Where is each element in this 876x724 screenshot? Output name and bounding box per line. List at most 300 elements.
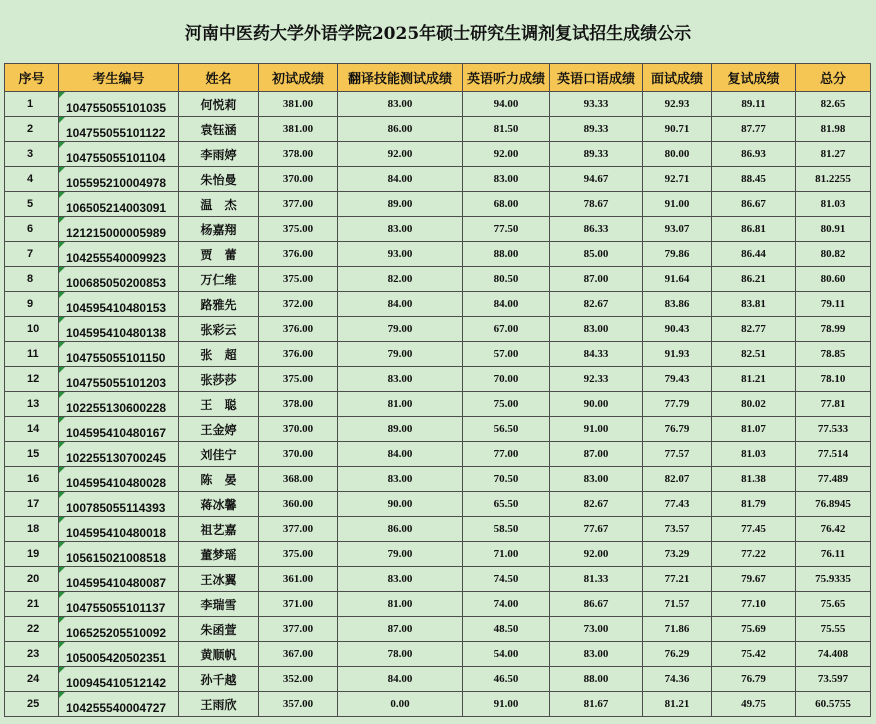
exam-id-text: 104595410480018 [66,526,167,540]
cell-initial-score: 367.00 [259,642,338,667]
cell-initial-score: 360.00 [259,492,338,517]
cell-listening-score: 56.50 [463,417,550,442]
cell-seq: 10 [5,317,59,342]
cell-name: 张彩云 [179,317,259,342]
cell-exam-id [59,242,179,267]
exam-id-text: 105595210004978 [66,176,167,190]
cell-initial-score: 357.00 [259,692,338,717]
cell-listening-score: 75.00 [463,392,550,417]
cell-exam-id [59,367,179,392]
exam-id-text: 100945410512142 [66,676,167,690]
cell-interview-score: 79.86 [643,242,712,267]
table-row [5,667,871,692]
cell-seq: 1 [5,92,59,117]
cell-interview-score: 80.00 [643,142,712,167]
cell-seq: 17 [5,492,59,517]
table-row [5,367,871,392]
cell-initial-score: 370.00 [259,417,338,442]
cell-listening-score: 71.00 [463,542,550,567]
cell-total-score: 73.597 [796,667,871,692]
table-body [5,92,871,717]
cell-retest-score: 86.21 [712,267,796,292]
cell-interview-score: 77.79 [643,392,712,417]
cell-listening-score: 80.50 [463,267,550,292]
column-header-name: 姓名 [179,64,259,92]
cell-retest-score: 86.93 [712,142,796,167]
table-row [5,492,871,517]
cell-initial-score: 370.00 [259,442,338,467]
cell-interview-score: 90.71 [643,117,712,142]
header-row [5,64,871,92]
cell-speaking-score: 89.33 [550,117,643,142]
table-row [5,692,871,717]
text-format-indicator-icon [59,567,65,573]
cell-translation-score: 83.00 [338,467,463,492]
cell-seq: 13 [5,392,59,417]
cell-translation-score: 79.00 [338,317,463,342]
cell-exam-id [59,592,179,617]
exam-id-text: 100685050200853 [66,276,167,290]
cell-translation-score: 89.00 [338,417,463,442]
exam-id-text: 104595410480138 [66,326,167,340]
text-format-indicator-icon [59,342,65,348]
cell-speaking-score: 86.33 [550,217,643,242]
cell-translation-score: 82.00 [338,267,463,292]
table-row [5,117,871,142]
cell-total-score: 81.2255 [796,167,871,192]
text-format-indicator-icon [59,192,65,198]
exam-id-text: 104755055101122 [66,126,166,140]
cell-initial-score: 375.00 [259,367,338,392]
cell-interview-score: 79.43 [643,367,712,392]
cell-speaking-score: 85.00 [550,242,643,267]
cell-initial-score: 377.00 [259,517,338,542]
cell-retest-score: 86.67 [712,192,796,217]
cell-total-score: 78.85 [796,342,871,367]
exam-id-text: 104755055101203 [66,376,167,390]
cell-exam-id [59,167,179,192]
cell-speaking-score: 77.67 [550,517,643,542]
cell-seq: 18 [5,517,59,542]
cell-interview-score: 76.79 [643,417,712,442]
cell-total-score: 79.11 [796,292,871,317]
table-row [5,167,871,192]
cell-name: 万仁维 [179,267,259,292]
cell-speaking-score: 91.00 [550,417,643,442]
exam-id-text: 104255540004727 [66,701,167,715]
cell-initial-score: 378.00 [259,392,338,417]
cell-interview-score: 73.29 [643,542,712,567]
cell-interview-score: 92.93 [643,92,712,117]
cell-interview-score: 91.00 [643,192,712,217]
cell-interview-score: 76.29 [643,642,712,667]
cell-exam-id [59,617,179,642]
cell-exam-id [59,292,179,317]
cell-speaking-score: 94.67 [550,167,643,192]
cell-name: 李瑞雪 [179,592,259,617]
cell-translation-score: 93.00 [338,242,463,267]
exam-id-text: 121215000005989 [66,226,167,240]
table-row [5,567,871,592]
cell-speaking-score: 89.33 [550,142,643,167]
cell-translation-score: 90.00 [338,492,463,517]
cell-seq: 12 [5,367,59,392]
cell-listening-score: 46.50 [463,667,550,692]
exam-id-text: 104595410480028 [66,476,167,490]
cell-interview-score: 91.64 [643,267,712,292]
cell-seq: 25 [5,692,59,717]
cell-name: 蒋冰馨 [179,492,259,517]
cell-retest-score: 77.10 [712,592,796,617]
text-format-indicator-icon [59,692,65,698]
cell-total-score: 75.9335 [796,567,871,592]
cell-listening-score: 70.00 [463,367,550,392]
cell-name: 王冰翼 [179,567,259,592]
cell-speaking-score: 82.67 [550,492,643,517]
cell-seq: 6 [5,217,59,242]
cell-name: 杨嘉翔 [179,217,259,242]
cell-seq: 5 [5,192,59,217]
cell-interview-score: 92.71 [643,167,712,192]
cell-listening-score: 88.00 [463,242,550,267]
cell-total-score: 77.514 [796,442,871,467]
cell-translation-score: 89.00 [338,192,463,217]
column-header-exam-id: 考生编号 [59,64,179,92]
cell-interview-score: 77.57 [643,442,712,467]
cell-interview-score: 77.43 [643,492,712,517]
cell-listening-score: 48.50 [463,617,550,642]
cell-translation-score: 0.00 [338,692,463,717]
cell-exam-id [59,417,179,442]
cell-exam-id [59,192,179,217]
cell-retest-score: 81.38 [712,467,796,492]
cell-listening-score: 70.50 [463,467,550,492]
cell-total-score: 74.408 [796,642,871,667]
table-row [5,392,871,417]
cell-seq: 8 [5,267,59,292]
text-format-indicator-icon [59,517,65,523]
text-format-indicator-icon [59,267,65,273]
table-row [5,542,871,567]
cell-exam-id [59,217,179,242]
cell-seq: 24 [5,667,59,692]
cell-speaking-score: 82.67 [550,292,643,317]
table-row [5,342,871,367]
exam-id-text: 106505214003091 [66,201,167,215]
exam-id-text: 104595410480153 [66,301,167,315]
cell-exam-id [59,492,179,517]
exam-id-text: 104755055101150 [66,351,166,365]
cell-total-score: 77.81 [796,392,871,417]
text-format-indicator-icon [59,642,65,648]
cell-translation-score: 83.00 [338,92,463,117]
cell-retest-score: 80.02 [712,392,796,417]
cell-interview-score: 82.07 [643,467,712,492]
cell-retest-score: 87.77 [712,117,796,142]
cell-listening-score: 65.50 [463,492,550,517]
cell-interview-score: 71.86 [643,617,712,642]
text-format-indicator-icon [59,167,65,173]
cell-interview-score: 77.21 [643,567,712,592]
cell-speaking-score: 86.67 [550,592,643,617]
table-row [5,317,871,342]
cell-speaking-score: 83.00 [550,317,643,342]
text-format-indicator-icon [59,142,65,148]
table-row [5,617,871,642]
cell-seq: 16 [5,467,59,492]
cell-seq: 20 [5,567,59,592]
column-header-interview-score: 面试成绩 [643,64,712,92]
table-row [5,442,871,467]
cell-retest-score: 75.69 [712,617,796,642]
cell-total-score: 77.533 [796,417,871,442]
cell-name: 黄顺帆 [179,642,259,667]
cell-initial-score: 377.00 [259,192,338,217]
table-row [5,517,871,542]
cell-listening-score: 77.00 [463,442,550,467]
text-format-indicator-icon [59,392,65,398]
cell-total-score: 60.5755 [796,692,871,717]
title-area [0,0,876,62]
cell-listening-score: 54.00 [463,642,550,667]
cell-interview-score: 74.36 [643,667,712,692]
cell-translation-score: 83.00 [338,567,463,592]
cell-initial-score: 352.00 [259,667,338,692]
cell-translation-score: 78.00 [338,642,463,667]
cell-seq: 11 [5,342,59,367]
text-format-indicator-icon [59,242,65,248]
cell-speaking-score: 83.00 [550,642,643,667]
cell-seq: 2 [5,117,59,142]
table-row [5,192,871,217]
exam-id-text: 104595410480167 [66,426,167,440]
exam-id-text: 104755055101035 [66,101,167,115]
table-row [5,292,871,317]
cell-listening-score: 94.00 [463,92,550,117]
cell-total-score: 76.8945 [796,492,871,517]
cell-name: 朱怡曼 [179,167,259,192]
text-format-indicator-icon [59,442,65,448]
column-header-initial-score: 初试成绩 [259,64,338,92]
page-title: 河南中医药大学外语学院2025年硕士研究生调剂复试招生成绩公示 [184,23,692,44]
cell-total-score: 81.98 [796,117,871,142]
cell-listening-score: 74.00 [463,592,550,617]
cell-retest-score: 86.44 [712,242,796,267]
cell-translation-score: 84.00 [338,667,463,692]
exam-id-text: 100785055114393 [66,501,166,515]
cell-seq: 7 [5,242,59,267]
cell-seq: 14 [5,417,59,442]
cell-exam-id [59,267,179,292]
cell-speaking-score: 78.67 [550,192,643,217]
cell-initial-score: 372.00 [259,292,338,317]
cell-total-score: 81.03 [796,192,871,217]
cell-listening-score: 77.50 [463,217,550,242]
table-row [5,242,871,267]
cell-retest-score: 88.45 [712,167,796,192]
cell-name: 陈 晏 [179,467,259,492]
cell-retest-score: 49.75 [712,692,796,717]
table-row [5,592,871,617]
cell-name: 贾 蕾 [179,242,259,267]
cell-listening-score: 74.50 [463,567,550,592]
cell-initial-score: 361.00 [259,567,338,592]
exam-id-text: 104595410480087 [66,576,167,590]
cell-seq: 4 [5,167,59,192]
cell-exam-id [59,317,179,342]
cell-initial-score: 376.00 [259,317,338,342]
cell-exam-id [59,392,179,417]
column-header-retest-score: 复试成绩 [712,64,796,92]
score-table [4,63,871,717]
cell-seq: 3 [5,142,59,167]
table-row [5,417,871,442]
cell-listening-score: 57.00 [463,342,550,367]
cell-total-score: 78.10 [796,367,871,392]
cell-initial-score: 376.00 [259,342,338,367]
cell-exam-id [59,567,179,592]
text-format-indicator-icon [59,617,65,623]
cell-name: 祖艺嘉 [179,517,259,542]
cell-initial-score: 377.00 [259,617,338,642]
cell-listening-score: 92.00 [463,142,550,167]
text-format-indicator-icon [59,92,65,98]
cell-retest-score: 77.22 [712,542,796,567]
cell-exam-id [59,467,179,492]
text-format-indicator-icon [59,317,65,323]
cell-total-score: 81.27 [796,142,871,167]
cell-name: 张莎莎 [179,367,259,392]
column-header-translation-score: 翻译技能测试成绩 [338,64,463,92]
cell-initial-score: 375.00 [259,542,338,567]
cell-translation-score: 79.00 [338,342,463,367]
cell-translation-score: 79.00 [338,542,463,567]
cell-speaking-score: 83.00 [550,467,643,492]
cell-exam-id [59,642,179,667]
text-format-indicator-icon [59,492,65,498]
cell-seq: 23 [5,642,59,667]
cell-exam-id [59,517,179,542]
cell-name: 刘佳宁 [179,442,259,467]
cell-initial-score: 381.00 [259,92,338,117]
cell-retest-score: 82.51 [712,342,796,367]
cell-total-score: 82.65 [796,92,871,117]
exam-id-text: 104755055101137 [66,601,166,615]
exam-id-text: 102255130700245 [66,451,167,465]
table-row [5,467,871,492]
cell-interview-score: 73.57 [643,517,712,542]
cell-retest-score: 77.45 [712,517,796,542]
cell-total-score: 75.55 [796,617,871,642]
cell-total-score: 80.60 [796,267,871,292]
exam-id-text: 105005420502351 [66,651,167,665]
cell-listening-score: 68.00 [463,192,550,217]
text-format-indicator-icon [59,667,65,673]
cell-name: 何悦莉 [179,92,259,117]
text-format-indicator-icon [59,467,65,473]
column-header-seq: 序号 [5,64,59,92]
cell-seq: 15 [5,442,59,467]
table-row [5,267,871,292]
cell-retest-score: 81.79 [712,492,796,517]
cell-translation-score: 84.00 [338,167,463,192]
cell-retest-score: 82.77 [712,317,796,342]
cell-listening-score: 84.00 [463,292,550,317]
cell-retest-score: 79.67 [712,567,796,592]
exam-id-text: 104755055101104 [66,151,166,165]
exam-id-text: 104255540009923 [66,251,167,265]
cell-retest-score: 86.81 [712,217,796,242]
cell-name: 王 聪 [179,392,259,417]
exam-id-text: 106525205510092 [66,626,167,640]
cell-translation-score: 92.00 [338,142,463,167]
cell-name: 张 超 [179,342,259,367]
table-header [5,64,871,92]
cell-retest-score: 81.07 [712,417,796,442]
exam-id-text: 102255130600228 [66,401,167,415]
cell-speaking-score: 81.67 [550,692,643,717]
cell-initial-score: 371.00 [259,592,338,617]
cell-name: 王金婷 [179,417,259,442]
cell-initial-score: 368.00 [259,467,338,492]
cell-name: 董梦瑶 [179,542,259,567]
cell-retest-score: 83.81 [712,292,796,317]
cell-initial-score: 376.00 [259,242,338,267]
cell-retest-score: 81.21 [712,367,796,392]
text-format-indicator-icon [59,367,65,373]
cell-retest-score: 75.42 [712,642,796,667]
cell-exam-id [59,667,179,692]
cell-interview-score: 81.21 [643,692,712,717]
cell-name: 路雅先 [179,292,259,317]
cell-speaking-score: 92.00 [550,542,643,567]
cell-initial-score: 381.00 [259,117,338,142]
cell-translation-score: 84.00 [338,442,463,467]
cell-speaking-score: 73.00 [550,617,643,642]
cell-translation-score: 84.00 [338,292,463,317]
table-row [5,142,871,167]
cell-interview-score: 83.86 [643,292,712,317]
cell-translation-score: 83.00 [338,367,463,392]
cell-initial-score: 375.00 [259,217,338,242]
cell-name: 朱函萱 [179,617,259,642]
exam-id-text: 105615021008518 [66,551,167,565]
cell-name: 李雨婷 [179,142,259,167]
cell-total-score: 80.91 [796,217,871,242]
cell-seq: 22 [5,617,59,642]
cell-retest-score: 89.11 [712,92,796,117]
cell-translation-score: 86.00 [338,117,463,142]
cell-total-score: 76.42 [796,517,871,542]
cell-translation-score: 87.00 [338,617,463,642]
text-format-indicator-icon [59,417,65,423]
table-row [5,92,871,117]
text-format-indicator-icon [59,292,65,298]
cell-interview-score: 93.07 [643,217,712,242]
cell-name: 温 杰 [179,192,259,217]
cell-interview-score: 71.57 [643,592,712,617]
text-format-indicator-icon [59,542,65,548]
cell-exam-id [59,142,179,167]
cell-name: 袁钰涵 [179,117,259,142]
cell-speaking-score: 81.33 [550,567,643,592]
text-format-indicator-icon [59,592,65,598]
cell-listening-score: 91.00 [463,692,550,717]
cell-listening-score: 58.50 [463,517,550,542]
cell-listening-score: 81.50 [463,117,550,142]
table-row [5,642,871,667]
cell-total-score: 78.99 [796,317,871,342]
